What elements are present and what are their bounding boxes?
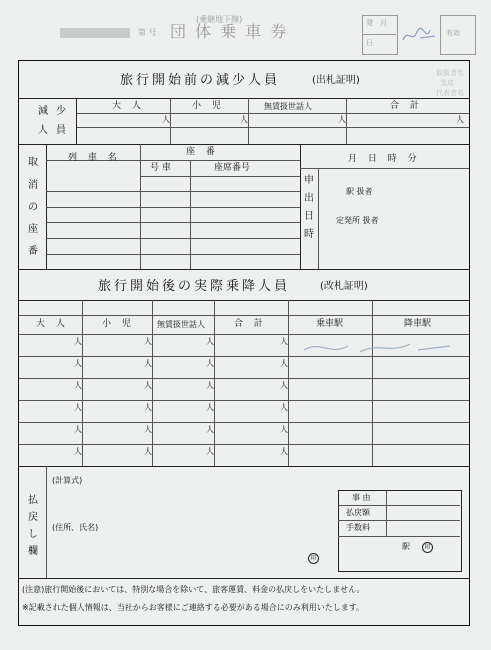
request-side-label: 申 xyxy=(304,175,314,186)
col-total: 合 計 xyxy=(234,319,267,329)
col-train-name: 列 車 名 xyxy=(68,153,121,163)
station-label: 駅 xyxy=(402,542,410,551)
col-free-escort: 無賃扱世話人 xyxy=(157,320,205,329)
unit-person: 人 xyxy=(144,447,152,456)
unit-person: 人 xyxy=(280,447,288,456)
ghost-text: 支店 xyxy=(440,79,454,87)
section1-side-label: 減 xyxy=(38,106,48,117)
unit-person: 人 xyxy=(456,115,464,124)
handwritten-mark xyxy=(300,336,460,360)
note-privacy: ※記載された個人情報は、当社からお客様にご連絡する必要がある場合にのみ利用いたします。 xyxy=(22,603,365,612)
ticket-title: 団 体 乗 車 券 xyxy=(170,22,289,41)
address-name-label: (住所、氏名) xyxy=(52,523,99,532)
seal-mark: 印 xyxy=(308,553,319,564)
station-seal-mark: 印 xyxy=(422,542,433,553)
request-side-label: 日 xyxy=(304,211,314,222)
cancel-side-label: 消 xyxy=(28,180,38,191)
section1-side-label: 少 xyxy=(56,106,66,117)
station-staff-label: 駅 扱者 xyxy=(346,187,373,196)
stamp-label-issue: 発 xyxy=(366,19,373,27)
col-car-no: 号 車 xyxy=(150,163,171,173)
header-small-text: (乗継地下線) xyxy=(196,15,243,24)
unit-person: 人 xyxy=(206,403,214,412)
request-side-label: 時 xyxy=(304,229,314,240)
refund-amount-label: 払戻額 xyxy=(346,508,370,517)
cancel-side-label: 取 xyxy=(28,157,38,168)
unit-person: 人 xyxy=(338,115,346,124)
ticket-number-label: 第 号 xyxy=(138,28,157,37)
unit-person: 人 xyxy=(280,381,288,390)
cancel-side-label: 座 xyxy=(28,224,38,235)
section2-title: 旅行開始後の実際乗降人員 xyxy=(98,279,291,294)
unit-person: 人 xyxy=(206,447,214,456)
stamp-label-valid: 有効 xyxy=(446,29,460,37)
unit-person: 人 xyxy=(144,337,152,346)
unit-person: 人 xyxy=(144,359,152,368)
refund-side-label: 戻 xyxy=(28,512,38,523)
unit-person: 人 xyxy=(206,381,214,390)
cancel-side-label: 番 xyxy=(28,246,38,257)
unit-person: 人 xyxy=(74,381,82,390)
section1-title: 旅行開始前の減少人員 xyxy=(120,73,281,88)
ghost-text: 代表者名 xyxy=(436,89,464,97)
col-adult: 大 人 xyxy=(112,101,145,111)
unit-person: 人 xyxy=(280,425,288,434)
section1-subtitle: (出札証明) xyxy=(312,75,360,86)
section2-subtitle: (改札証明) xyxy=(320,281,368,292)
unit-person: 人 xyxy=(240,115,248,124)
unit-person: 人 xyxy=(144,381,152,390)
note-caution: (注意)旅行開始後においては、特別な場合を除いて、旅客運賃、料金の払戻しをいたしません。 xyxy=(22,585,365,594)
unit-person: 人 xyxy=(206,425,214,434)
unit-person: 人 xyxy=(74,403,82,412)
col-datetime: 月 日 時 分 xyxy=(348,154,421,164)
col-adult: 大 人 xyxy=(36,319,69,329)
cancel-side-label: の xyxy=(28,202,38,213)
unit-person: 人 xyxy=(74,425,82,434)
fee-label: 手数料 xyxy=(346,523,370,532)
unit-person: 人 xyxy=(74,359,82,368)
col-boarding-station: 乗車駅 xyxy=(316,319,344,329)
unit-person: 人 xyxy=(206,359,214,368)
ghost-text: 取扱者名 xyxy=(436,69,464,77)
unit-person: 人 xyxy=(74,447,82,456)
refund-side-label: し xyxy=(28,529,38,540)
refund-side-label: 払 xyxy=(28,495,38,506)
request-side-label: 出 xyxy=(304,193,314,204)
col-total: 合 計 xyxy=(390,101,423,111)
col-alighting-station: 降車駅 xyxy=(404,319,432,329)
col-child: 小 児 xyxy=(192,101,225,111)
col-seat-no: 座席番号 xyxy=(214,163,251,173)
unit-person: 人 xyxy=(280,337,288,346)
col-free-escort: 無賃扱世話人 xyxy=(264,102,312,111)
reason-label: 事 由 xyxy=(352,493,371,502)
unit-person: 人 xyxy=(144,403,152,412)
unit-person: 人 xyxy=(162,115,170,124)
unit-person: 人 xyxy=(280,403,288,412)
redacted-ticket-number xyxy=(60,28,130,38)
stamp-label-day: 日 xyxy=(366,39,373,47)
stamp-label-month: 月 xyxy=(380,19,387,27)
unit-person: 人 xyxy=(144,425,152,434)
origin-staff-label: 定発所 扱者 xyxy=(336,216,379,225)
section1-side-label: 員 xyxy=(56,125,66,136)
col-child: 小 児 xyxy=(102,319,135,329)
refund-side-label: 欄 xyxy=(28,546,38,557)
section1-side-label: 人 xyxy=(38,125,48,136)
handwritten-signature xyxy=(400,24,438,46)
col-seat: 座 番 xyxy=(186,147,219,157)
unit-person: 人 xyxy=(74,337,82,346)
unit-person: 人 xyxy=(280,359,288,368)
calc-label: (計算式) xyxy=(52,476,83,485)
unit-person: 人 xyxy=(206,337,214,346)
